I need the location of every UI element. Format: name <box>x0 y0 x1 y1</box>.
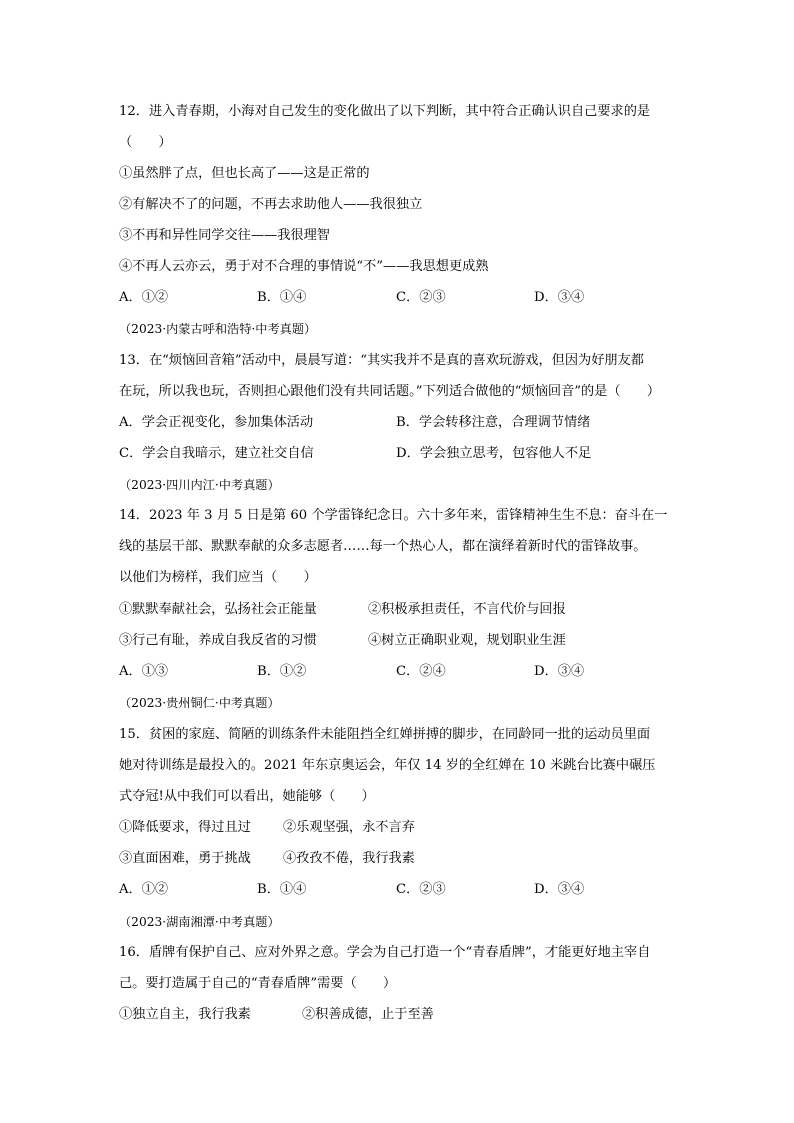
option-d: D．③④ <box>534 664 585 679</box>
statement-item: ②有解决不了的问题，不再去求助他人——我很独立 <box>119 197 423 212</box>
statement-item: ①降低要求，得过且过 <box>119 820 251 835</box>
question-stem-line: 她对待训练是最投入的。2021 年东京奥运会，年仅 14 岁的全红婵在 10 米跳台比赛中碾压 <box>119 758 656 773</box>
option-a: A．学会正视变化，参加集体活动 <box>119 415 314 430</box>
statement-item: ③直面困难，勇于挑战 <box>119 851 251 866</box>
question-source: （2023·湖南湘潭·中考真题） <box>119 915 280 929</box>
statement-item: ④树立正确职业观，规划职业生涯 <box>368 633 566 648</box>
question-stem-line: 在玩，所以我也玩，否则担心跟他们没有共同话题。”下列适合做他的“烦恼回音”的是（ ） <box>119 384 661 399</box>
statement-item: ②积善成德，止于至善 <box>302 1007 434 1022</box>
option-a: A．①② <box>119 290 169 305</box>
statement-item: ③行己有耻，养成自我反省的习惯 <box>119 633 317 648</box>
statement-item: ②乐观坚强，永不言弃 <box>283 820 415 835</box>
option-c: C．②③ <box>396 290 446 305</box>
question-stem-line: 式夺冠!从中我们可以看出，她能够（ ） <box>119 789 375 804</box>
option-c: C．②④ <box>396 664 446 679</box>
question-stem-line: 13．在“烦恼回音箱”活动中，晨晨写道：“其实我并不是真的喜欢玩游戏，但因为好朋友都 <box>119 353 644 368</box>
question-stem-line: 线的基层干部、默默奉献的众多志愿者……每一个热心人，都在演绎着新时代的雷锋故事。 <box>119 539 647 554</box>
option-d: D．学会独立思考，包容他人不足 <box>396 446 592 461</box>
question-stem-line: 15．贫困的家庭、简陋的训练条件未能阻挡全红婵拼搏的脚步，在同龄同一批的运动员里面 <box>119 727 651 742</box>
question-source: （2023·贵州铜仁·中考真题） <box>119 696 280 710</box>
option-b: B．学会转移注意，合理调节情绪 <box>396 415 591 430</box>
statement-item: ③不再和异性同学交往——我很理智 <box>119 228 330 243</box>
question-stem-line: 12．进入青春期，小海对自己发生的变化做出了以下判断，其中符合正确认识自己要求的是 <box>119 104 651 119</box>
question-source: （2023·四川内江·中考真题） <box>119 478 280 492</box>
option-d: D．③④ <box>534 290 585 305</box>
question-stem-line: 16．盾牌有保护自己、应对外界之意。学会为自己打造一个“青春盾牌”，才能更好地主宰自 <box>119 945 651 960</box>
statement-item: ①虽然胖了点，但也长高了——这是正常的 <box>119 166 370 181</box>
statement-item: ④孜孜不倦，我行我素 <box>283 851 415 866</box>
option-b: B．①④ <box>257 882 307 897</box>
question-stem-line: 己。要打造属于自己的“青春盾牌”需要（ ） <box>119 976 397 991</box>
option-b: B．①④ <box>257 290 307 305</box>
statement-item: ①独立自主，我行我素 <box>119 1007 251 1022</box>
statement-item: ④不再人云亦云，勇于对不合理的事情说“不”——我思想更成熟 <box>119 259 489 274</box>
option-b: B．①② <box>257 664 307 679</box>
answer-blank: （ ） <box>119 135 172 150</box>
question-source: （2023·内蒙古呼和浩特·中考真题） <box>119 322 317 336</box>
statement-item: ②积极承担责任，不言代价与回报 <box>368 602 566 617</box>
option-c: C．②③ <box>396 882 446 897</box>
option-a: A．①② <box>119 882 169 897</box>
option-d: D．③④ <box>534 882 585 897</box>
question-stem-line: 以他们为榜样，我们应当（ ） <box>119 570 317 585</box>
option-c: C．学会自我暗示，建立社交自信 <box>119 446 314 461</box>
question-stem-line: 14．2023 年 3 月 5 日是第 60 个学雷锋纪念日。六十多年来，雷锋精神生生不息：奋斗在一 <box>119 508 668 523</box>
statement-item: ①默默奉献社会，弘扬社会正能量 <box>119 602 317 617</box>
option-a: A．①③ <box>119 664 169 679</box>
